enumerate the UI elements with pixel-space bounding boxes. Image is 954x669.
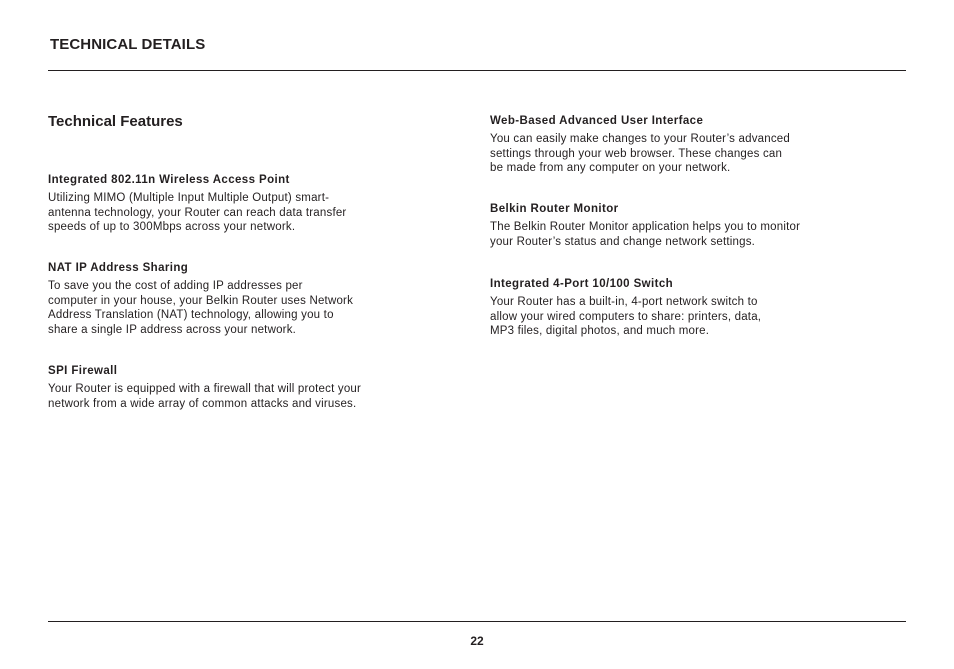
feature-nat-ip-sharing — [48, 261, 408, 337]
feature-title: SPI Firewall — [48, 365, 118, 377]
page-number: 22 — [470, 634, 484, 648]
footer-divider — [48, 621, 906, 622]
feature-description: Utilizing MIMO (Multiple Input Multiple Output) smart- antenna technology, your Router can reach data transfer speeds of up to 300Mbps across your network. — [48, 192, 347, 233]
page-header-title: TECHNICAL DETAILS — [50, 36, 206, 53]
feature-wireless-access-point — [48, 173, 408, 235]
feature-title: Web-Based Advanced User Interface — [490, 115, 704, 127]
feature-description: To save you the cost of adding IP addresses per computer in your house, your Belkin Router uses Network Address Translation (NAT) technology, allowing you to share a single IP address across your network. — [48, 280, 354, 336]
feature-title: NAT IP Address Sharing — [48, 262, 189, 274]
feature-router-monitor — [490, 202, 860, 249]
feature-description: You can easily make changes to your Router’s advanced settings through your web browser. These changes can be made from any computer on your network. — [490, 133, 790, 174]
feature-description: The Belkin Router Monitor application helps you to monitor your Router’s status and change network settings. — [490, 221, 801, 248]
feature-title: Integrated 802.11n Wireless Access Point — [48, 174, 290, 186]
feature-title: Integrated 4-Port 10/100 Switch — [490, 278, 674, 290]
feature-description: Your Router has a built-in, 4-port network switch to allow your wired computers to share: printers, data, MP3 files, digital photos, and much more. — [490, 296, 762, 337]
header-divider — [48, 70, 906, 71]
section-title: Technical Features — [48, 113, 183, 130]
feature-web-user-interface — [490, 114, 860, 176]
feature-spi-firewall — [48, 364, 418, 411]
feature-4-port-switch — [490, 277, 860, 339]
feature-description: Your Router is equipped with a firewall that will protect your network from a wide array of common attacks and viruses. — [48, 383, 362, 410]
feature-title: Belkin Router Monitor — [490, 203, 619, 215]
